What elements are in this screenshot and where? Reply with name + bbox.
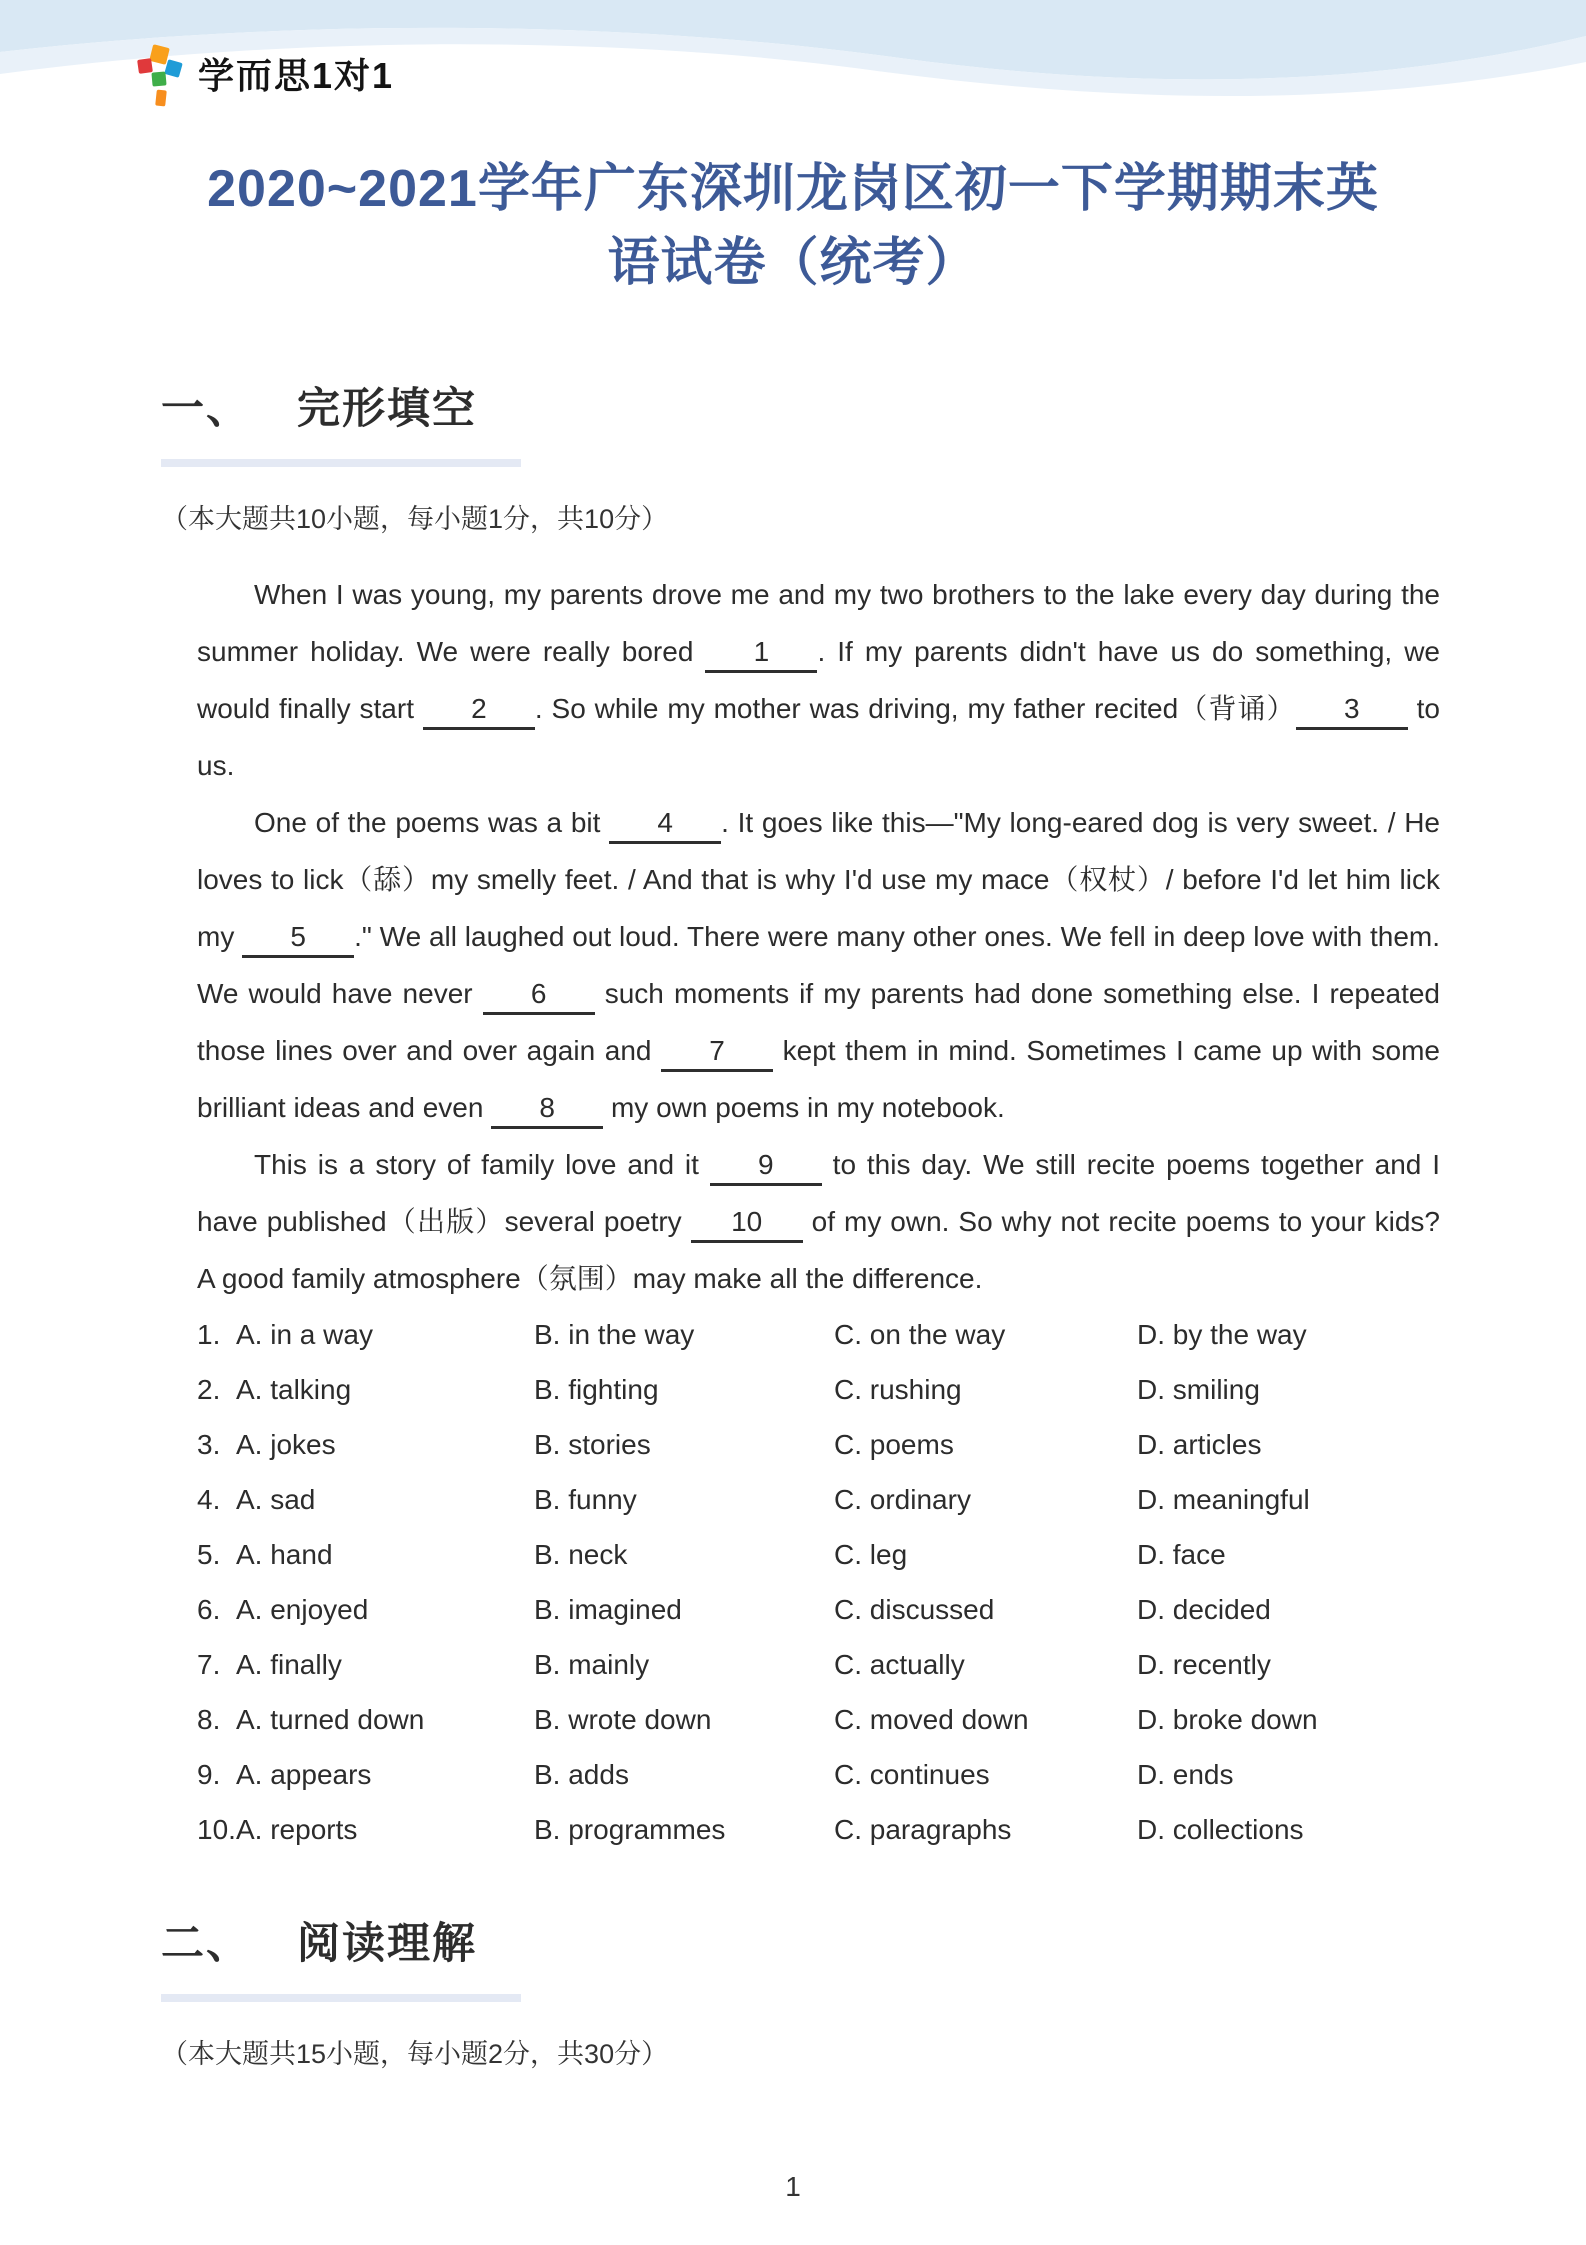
section-reading [161,1918,1440,2073]
option-cell [534,1362,834,1417]
section-1-heading [161,383,1440,435]
option-d: D. meaningful [1137,1484,1310,1515]
option-c: C. discussed [834,1594,995,1625]
cloze-blank-4: 4 [609,808,721,844]
brand-logo-icon [138,46,184,106]
option-a: A. turned down [236,1704,425,1735]
option-cell [1137,1747,1440,1802]
question-number: 10. [197,1814,236,1845]
option-b: B. funny [534,1484,637,1515]
logo-orange-dot-square [155,90,167,107]
question-number: 7. [197,1649,221,1680]
option-c: C. paragraphs [834,1814,1012,1845]
option-d: D. decided [1137,1594,1271,1625]
passage-text: my own poems in my notebook. [603,1092,1005,1123]
passage-paragraph-3 [197,1136,1440,1307]
logo-green-square [151,71,166,86]
option-cell [834,1417,1137,1472]
option-cell [197,1472,534,1527]
option-a: A. enjoyed [236,1594,369,1625]
option-a: A. hand [236,1539,333,1570]
section-2-title: 阅读理解 [297,1920,477,1968]
option-b: B. programmes [534,1814,726,1845]
question-row-2 [197,1362,1440,1417]
option-cell [1137,1802,1440,1857]
question-row-9 [197,1747,1440,1802]
option-cell [197,1527,534,1582]
option-c: C. leg [834,1539,908,1570]
option-cell [834,1637,1137,1692]
option-c: C. actually [834,1649,965,1680]
passage-paragraph-1 [197,566,1440,794]
option-a: A. sad [236,1484,316,1515]
option-a: A. finally [236,1649,342,1680]
option-d: D. ends [1137,1759,1234,1790]
option-cell [534,1307,834,1362]
option-c: C. on the way [834,1319,1006,1350]
passage-text: One of the poems was a bit [254,807,610,838]
cloze-blank-5: 5 [242,922,354,958]
question-row-7 [197,1637,1440,1692]
section-1-number: 一、 [161,385,251,433]
option-d: D. recently [1137,1649,1271,1680]
question-row-3 [197,1417,1440,1472]
exam-title-line-1: 2020~2021学年广东深圳龙岗区初一下学期期末英 [207,160,1379,218]
cloze-blank-8: 8 [491,1093,603,1129]
header-banner [0,0,1586,115]
option-cell [197,1802,534,1857]
section-1-prompt: （本大题共10小题，每小题1分，共10分） [161,504,669,534]
question-number: 9. [197,1759,221,1790]
option-d: D. by the way [1137,1319,1307,1350]
logo-blue-square [164,59,183,78]
question-number: 8. [197,1704,221,1735]
option-c: C. rushing [834,1374,962,1405]
cloze-blank-6: 6 [483,979,595,1015]
section-1-underline [161,459,521,467]
section-1-title: 完形填空 [297,385,477,433]
brand-logo-text: 学而思1对1 [198,55,395,96]
cloze-blank-2: 2 [423,694,535,730]
passage-text: . So while my mother was driving, my father recited（背诵） [534,693,1296,724]
option-cell [534,1417,834,1472]
question-number: 5. [197,1539,221,1570]
passage-text: When I was young, my parents drove me and my two brothers to the lake every day during the summer holiday. We were really bored [197,579,1440,667]
option-b: B. mainly [534,1649,650,1680]
option-a: A. reports [236,1814,358,1845]
question-number: 2. [197,1374,221,1405]
passage-text: to this day. We still recite poems together and I have published（出版）several poetry [197,1149,1440,1237]
option-cell [534,1747,834,1802]
exam-title [123,152,1463,300]
page-content [0,383,1586,2073]
passage-text: ." We all laughed out loud. There were many other ones. We fell in deep love with them. We would have never [197,921,1441,1009]
option-a: A. jokes [236,1429,336,1460]
option-c: C. poems [834,1429,954,1460]
question-number: 3. [197,1429,221,1460]
option-cell [1137,1527,1440,1582]
passage-text: to us. [197,693,1440,781]
option-cell [834,1582,1137,1637]
option-cell [1137,1692,1440,1747]
option-d: D. broke down [1137,1704,1318,1735]
option-cell [197,1307,534,1362]
option-cell [534,1472,834,1527]
option-cell [197,1637,534,1692]
option-c: C. continues [834,1759,990,1790]
section-cloze [161,383,1440,1857]
option-cell [1137,1637,1440,1692]
section-2-heading [161,1918,1440,1970]
cloze-blank-10: 10 [691,1207,803,1243]
question-row-10 [197,1802,1440,1857]
option-d: D. collections [1137,1814,1304,1845]
cloze-blank-1: 1 [705,637,817,673]
section-2-prompt: （本大题共15小题，每小题2分，共30分） [161,2039,669,2069]
option-cell [534,1527,834,1582]
cloze-blank-9: 9 [710,1150,822,1186]
passage-text: . It goes like this—"My long-eared dog is very sweet. / He loves to lick（舔）my smelly feet. / And that is why I'd use my mace（权杖）/ before I'd let him lick my [197,807,1440,952]
option-cell [197,1362,534,1417]
option-cell [834,1802,1137,1857]
option-cell [197,1692,534,1747]
passage-text: such moments if my parents had done something else. I repeated those lines over and over again and [197,978,1441,1066]
question-row-5 [197,1527,1440,1582]
option-b: B. neck [534,1539,628,1570]
option-cell [197,1747,534,1802]
question-row-6 [197,1582,1440,1637]
option-d: D. articles [1137,1429,1262,1460]
option-cell [834,1747,1137,1802]
option-cell [1137,1307,1440,1362]
option-a: A. in a way [236,1319,373,1350]
passage-text: of my own. So why not recite poems to your kids? A good family atmosphere（氛围）may make all the difference. [197,1206,1440,1294]
question-number: 6. [197,1594,221,1625]
option-a: A. talking [236,1374,352,1405]
cloze-passage [197,566,1440,1307]
option-cell [834,1307,1137,1362]
option-cell [834,1527,1137,1582]
option-cell [534,1692,834,1747]
option-d: D. smiling [1137,1374,1260,1405]
option-b: B. fighting [534,1374,659,1405]
option-b: B. adds [534,1759,629,1790]
option-b: B. in the way [534,1319,695,1350]
cloze-blank-3: 3 [1296,694,1408,730]
option-cell [197,1582,534,1637]
cloze-options [197,1307,1440,1857]
brand-logo [138,46,394,106]
option-cell [1137,1417,1440,1472]
option-cell [1137,1472,1440,1527]
option-c: C. ordinary [834,1484,971,1515]
option-c: C. moved down [834,1704,1029,1735]
option-cell [197,1417,534,1472]
option-cell [834,1472,1137,1527]
question-number: 1. [197,1319,221,1350]
logo-red-square [137,58,153,74]
option-b: B. imagined [534,1594,682,1625]
option-b: B. stories [534,1429,651,1460]
section-2-underline [161,1994,521,2002]
option-cell [534,1802,834,1857]
option-a: A. appears [236,1759,372,1790]
option-cell [834,1362,1137,1417]
option-cell [534,1582,834,1637]
option-cell [1137,1582,1440,1637]
page-number: 1 [785,2171,801,2202]
passage-text: This is a story of family love and it [254,1149,710,1180]
option-cell [834,1692,1137,1747]
option-cell [1137,1362,1440,1417]
passage-paragraph-2 [197,794,1440,1136]
passage-text: kept them in mind. Sometimes I came up with some brilliant ideas and even [197,1035,1441,1123]
section-2-number: 二、 [161,1920,251,1968]
option-d: D. face [1137,1539,1226,1570]
exam-title-line-2: 语试卷（统考） [607,234,979,292]
passage-text: . If my parents didn't have us do something, we would finally start [197,636,1441,724]
cloze-blank-7: 7 [661,1036,773,1072]
option-b: B. wrote down [534,1704,712,1735]
question-row-4 [197,1472,1440,1527]
question-row-1 [197,1307,1440,1362]
question-row-8 [197,1692,1440,1747]
option-cell [534,1637,834,1692]
question-number: 4. [197,1484,221,1515]
